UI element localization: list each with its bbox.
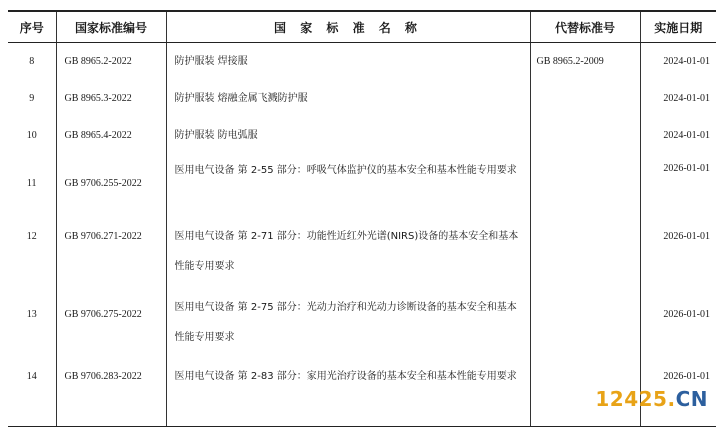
row-seq: 13 xyxy=(26,309,37,320)
row-name: 防护服装 熔融金属飞溅防护服 xyxy=(174,93,308,104)
row-seq: 10 xyxy=(26,130,37,141)
site-watermark-logo xyxy=(595,387,708,411)
row-date: 2024-01-01 xyxy=(663,130,710,141)
row-name: 医用电气设备 第 2-71 部分：功能性近红外光谱(NIRS)设备的基本安全和基本性能专用要求 xyxy=(174,231,519,272)
row-code: GB 8965.3-2022 xyxy=(64,93,132,104)
row-name: 医用电气设备 第 2-55 部分：呼吸气体监护仪的基本安全和基本性能专用要求 xyxy=(174,165,517,176)
row-replaced xyxy=(537,117,640,153)
row-code: GB 8965.2-2022 xyxy=(64,56,132,67)
row-seq: 14 xyxy=(26,371,37,382)
table-row xyxy=(8,222,716,290)
row-date: 2026-01-01 xyxy=(663,231,710,242)
table-header-row xyxy=(8,11,716,43)
row-seq: 9 xyxy=(29,93,35,104)
table-row xyxy=(8,43,716,81)
table-row xyxy=(8,154,716,222)
row-code: GB 9706.255-2022 xyxy=(64,178,142,189)
row-date: 2024-01-01 xyxy=(663,93,710,104)
header-code: 国家标准编号 xyxy=(56,11,166,43)
header-date: 实施日期 xyxy=(640,11,716,43)
row-replaced xyxy=(537,80,640,116)
watermark-suffix: CN xyxy=(675,387,708,411)
row-code: GB 8965.4-2022 xyxy=(64,130,132,141)
table-row xyxy=(8,290,716,358)
row-name: 防护服装 焊接服 xyxy=(174,56,248,67)
row-code: GB 9706.271-2022 xyxy=(64,231,142,242)
table-row xyxy=(8,117,716,154)
row-seq: 8 xyxy=(29,56,35,67)
header-name: 国 家 标 准 名 称 xyxy=(166,11,530,43)
row-seq: 12 xyxy=(26,231,37,242)
row-date: 2026-01-01 xyxy=(663,309,710,320)
row-seq: 11 xyxy=(26,178,37,189)
row-date: 2024-01-01 xyxy=(663,56,710,67)
watermark-number: 12425 xyxy=(595,387,668,411)
table-row xyxy=(8,80,716,117)
row-code: GB 9706.275-2022 xyxy=(64,309,142,320)
row-name: 医用电气设备 第 2-75 部分：光动力治疗和光动力诊断设备的基本安全和基本性能专用要求 xyxy=(174,302,517,343)
header-seq: 序号 xyxy=(8,11,56,43)
standards-table xyxy=(8,10,716,427)
row-name: 防护服装 防电弧服 xyxy=(174,130,258,141)
row-replaced: GB 8965.2-2009 xyxy=(536,56,604,67)
row-name: 医用电气设备 第 2-83 部分：家用光治疗设备的基本安全和基本性能专用要求 xyxy=(174,371,517,382)
row-date: 2026-01-01 xyxy=(663,163,710,174)
row-date: 2026-01-01 xyxy=(663,371,710,382)
header-replaced: 代替标准号 xyxy=(530,11,640,43)
watermark-dot: . xyxy=(667,387,676,411)
row-code: GB 9706.283-2022 xyxy=(64,371,142,382)
